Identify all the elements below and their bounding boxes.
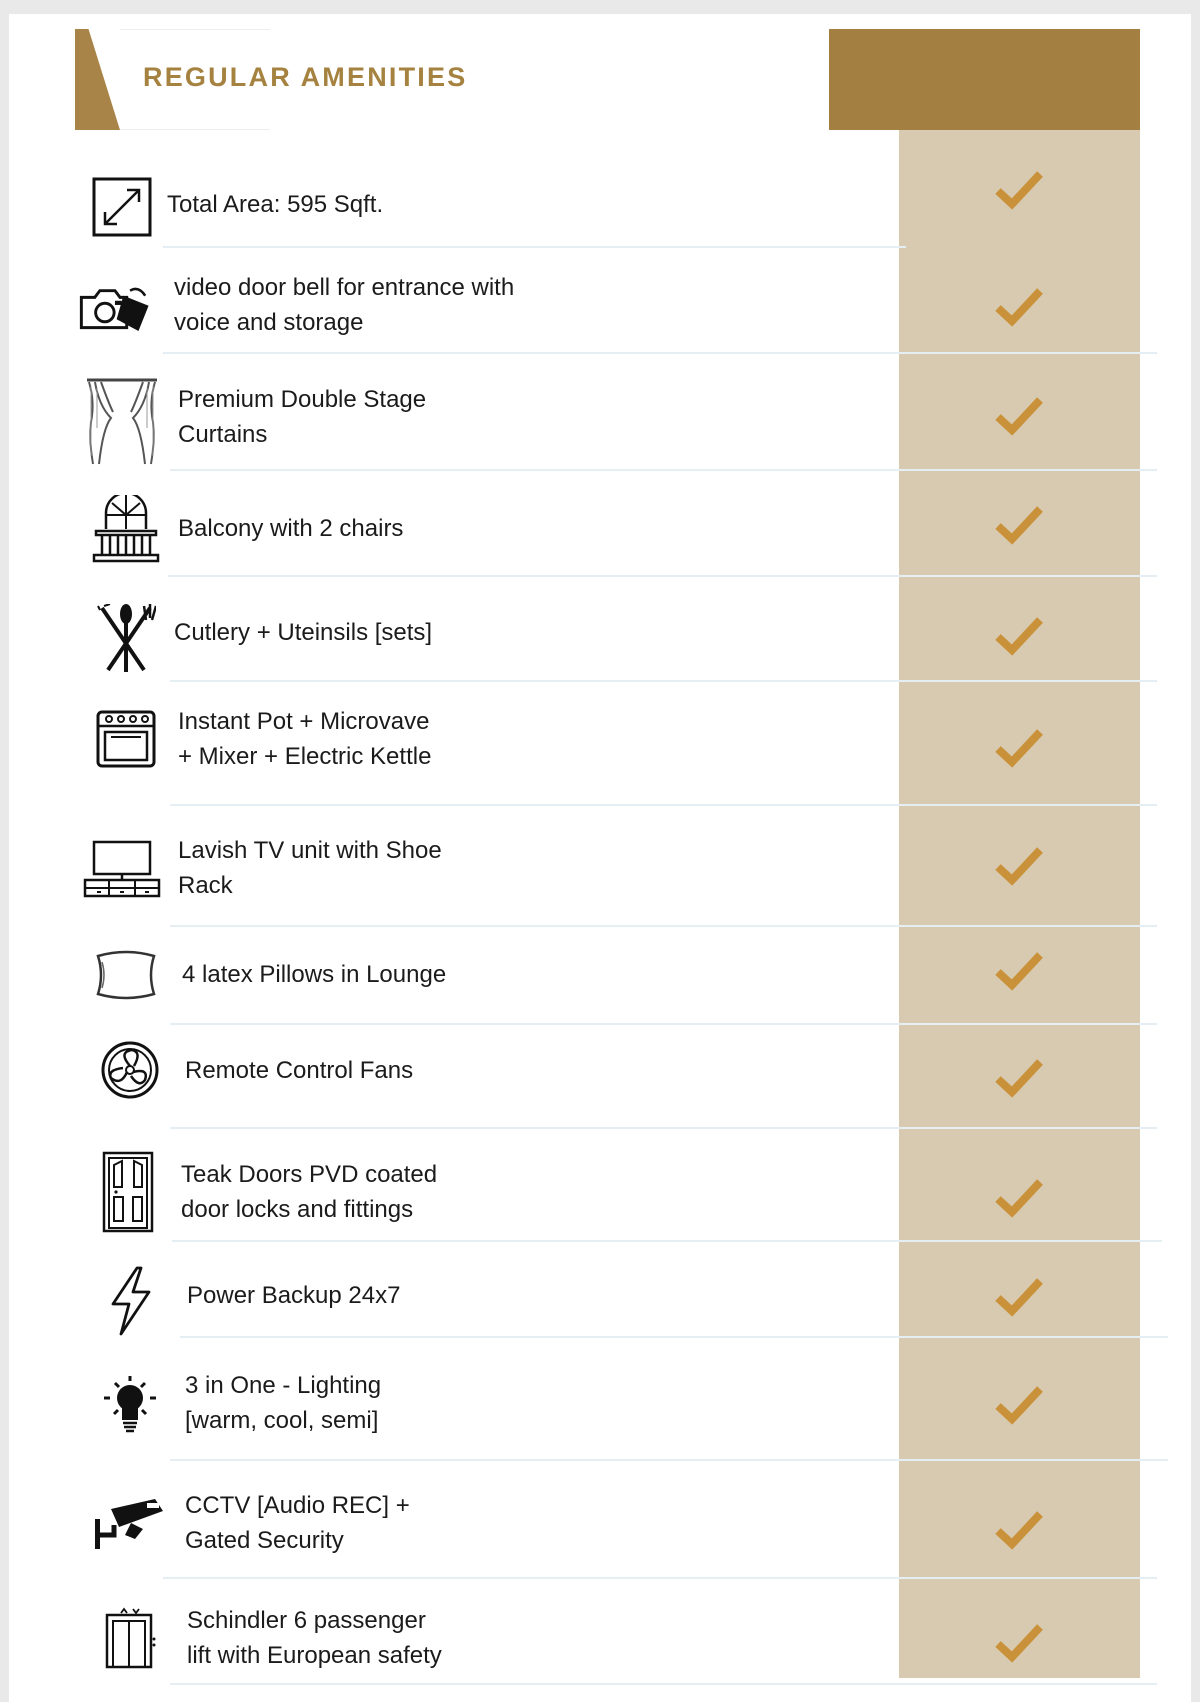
- checkmark-icon: [995, 1510, 1043, 1550]
- amenity-label: Power Backup 24x7: [187, 1282, 401, 1309]
- amenity-label: Balcony with 2 chairs: [178, 515, 404, 542]
- row-divider: [170, 1023, 1157, 1025]
- checkmark-icon: [995, 170, 1043, 210]
- row-divider: [170, 469, 1157, 471]
- door-icon: [86, 1150, 170, 1234]
- checkmark-icon: [995, 1385, 1043, 1425]
- checkmark-icon: [995, 728, 1043, 768]
- amenity-label: Remote Control Fans: [185, 1057, 414, 1084]
- light-bulb-icon: [88, 1364, 172, 1448]
- row-divider: [170, 925, 1157, 927]
- row-divider: [168, 575, 1157, 577]
- amenity-label: Schindler 6 passenger lift with European safety: [187, 1607, 442, 1669]
- row-divider: [170, 1127, 1157, 1129]
- tv-unit-icon: [80, 827, 164, 911]
- checkmark-icon: [995, 846, 1043, 886]
- row-divider: [163, 246, 906, 248]
- lightning-icon: [88, 1259, 172, 1343]
- cutlery-icon: [84, 597, 168, 681]
- row-divider: [172, 1240, 1162, 1242]
- checkmark-icon: [995, 396, 1043, 436]
- amenity-label: Instant Pot + Microvave + Mixer + Electric Kettle: [178, 708, 432, 770]
- checkmark-icon: [995, 1058, 1043, 1098]
- amenity-label: CCTV [Audio REC] + Gated Security: [185, 1492, 410, 1554]
- checkmark-icon: [995, 287, 1043, 327]
- checkmark-icon: [995, 1178, 1043, 1218]
- checkmark-icon: [995, 505, 1043, 545]
- amenity-label: 3 in One - Lighting [warm, cool, semi]: [185, 1372, 382, 1434]
- row-divider: [163, 352, 1157, 354]
- balcony-icon: [84, 488, 168, 572]
- video-doorbell-icon: [78, 268, 162, 352]
- amenity-label: Lavish TV unit with Shoe Rack: [178, 837, 442, 899]
- amenity-label: 4 latex Pillows in Lounge: [182, 961, 447, 988]
- included-column: [899, 130, 1140, 1678]
- header-gold-bar: [829, 29, 1140, 130]
- checkmark-icon: [995, 1277, 1043, 1317]
- amenity-label: Cutlery + Uteinsils [sets]: [174, 619, 433, 646]
- checkmark-icon: [995, 951, 1043, 991]
- cctv-camera-icon: [88, 1483, 172, 1567]
- checkmark-icon: [995, 616, 1043, 656]
- row-divider: [170, 1459, 1168, 1461]
- elevator-icon: [88, 1596, 172, 1680]
- fan-icon: [88, 1028, 172, 1112]
- checkmark-icon: [995, 1623, 1043, 1663]
- header-rule-bottom: [120, 129, 270, 130]
- row-divider: [170, 804, 1157, 806]
- amenity-label: Total Area: 595 Sqft.: [167, 191, 384, 218]
- amenity-label: video door bell for entrance with voice and storage: [174, 274, 515, 336]
- section-title: REGULAR AMENITIES: [143, 62, 468, 92]
- amenity-label: Premium Double Stage Curtains: [178, 386, 427, 448]
- amenity-label: Teak Doors PVD coated door locks and fittings: [181, 1161, 438, 1223]
- row-divider: [163, 1577, 1157, 1579]
- row-divider: [170, 680, 1157, 682]
- curtains-icon: [80, 379, 164, 463]
- header-rule-top: [120, 29, 270, 30]
- row-divider: [170, 1683, 1157, 1685]
- oven-icon: [84, 697, 168, 781]
- resize-arrow-icon: [80, 165, 164, 249]
- row-divider: [180, 1336, 1168, 1338]
- pillow-icon: [84, 933, 168, 1017]
